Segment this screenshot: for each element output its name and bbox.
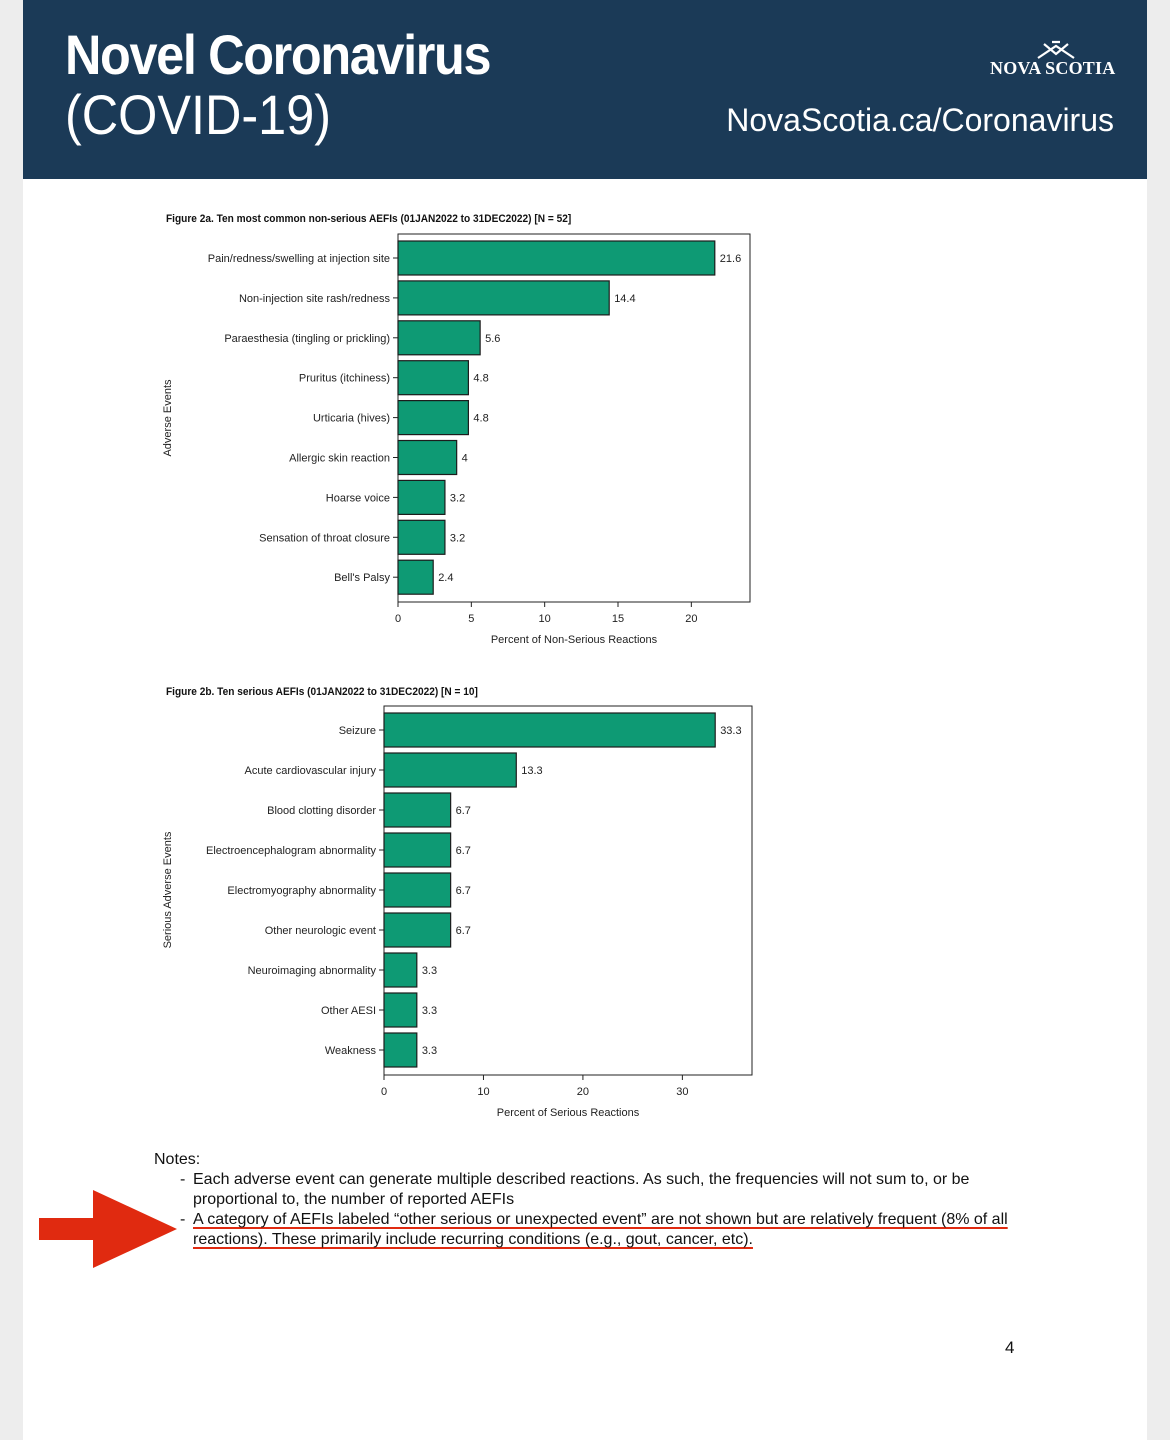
logo-text: NOVA SCOTIA bbox=[990, 58, 1116, 78]
note-text-highlighted: A category of AEFIs labeled “other serious or unexpected event” are not shown but are relatively frequent (8% of all reactions). These primarily include recurring conditions (e.g., gout, cancer, etc). bbox=[193, 1211, 1008, 1248]
note-text: Each adverse event can generate multiple described reactions. As such, the frequencies will not sum to, or be proportional to, the number of reported AEFIs bbox=[193, 1171, 970, 1208]
figure-2b-title: Figure 2b. Ten serious AEFIs (01JAN2022 to 31DEC2022) [N = 10] bbox=[166, 686, 478, 698]
y-axis-label: Adverse Events bbox=[162, 379, 174, 457]
note-item bbox=[154, 1170, 1034, 1210]
page-number: 4 bbox=[1005, 1338, 1015, 1357]
category-label: Allergic skin reaction bbox=[289, 452, 390, 465]
page-subtitle: (COVID-19) bbox=[65, 83, 332, 146]
bar bbox=[384, 753, 516, 787]
document-page bbox=[23, 0, 1147, 1440]
x-tick-label: 30 bbox=[676, 1086, 689, 1098]
x-tick-label: 5 bbox=[468, 613, 475, 625]
bar bbox=[384, 1033, 417, 1067]
category-label: Sensation of throat closure bbox=[259, 532, 390, 545]
notes-heading: Notes: bbox=[154, 1151, 201, 1168]
x-tick-label: 0 bbox=[380, 1086, 388, 1098]
category-label: Pruritus (itchiness) bbox=[298, 372, 390, 385]
category-label: Seizure bbox=[338, 725, 376, 737]
note-dash: - bbox=[180, 1171, 186, 1188]
figure-2a-title: Figure 2a. Ten most common non-serious AEFIs (01JAN2022 to 31DEC2022) [N = 52] bbox=[166, 213, 572, 225]
x-tick-label: 20 bbox=[576, 1086, 590, 1098]
bar bbox=[384, 793, 451, 827]
data-label: 3.3 bbox=[421, 1045, 438, 1057]
x-tick-label: 15 bbox=[611, 613, 625, 625]
category-label: Non-injection site rash/redness bbox=[238, 292, 390, 305]
y-axis-label: Serious Adverse Events bbox=[162, 831, 174, 949]
bar bbox=[384, 993, 417, 1027]
category-label: Weakness bbox=[324, 1045, 376, 1057]
x-axis-label: Percent of Non-Serious Reactions bbox=[490, 634, 658, 646]
data-label: 4.8 bbox=[473, 412, 489, 425]
x-tick-label: 0 bbox=[394, 613, 402, 625]
data-label: 3.3 bbox=[421, 1005, 438, 1017]
category-label: Acute cardiovascular injury bbox=[244, 765, 376, 777]
category-label: Other AESI bbox=[320, 1005, 376, 1017]
red-arrow-icon bbox=[39, 1188, 179, 1270]
data-label: 2.4 bbox=[438, 572, 454, 585]
data-label: 4 bbox=[461, 452, 468, 465]
x-axis-label: Percent of Serious Reactions bbox=[496, 1107, 640, 1119]
data-label: 3.2 bbox=[449, 532, 466, 545]
data-label: 21.6 bbox=[719, 253, 742, 265]
bar bbox=[384, 873, 451, 907]
figure-2b-chart bbox=[23, 0, 1147, 1140]
category-label: Electromyography abnormality bbox=[227, 885, 376, 897]
x-tick-label: 20 bbox=[685, 613, 698, 625]
bar bbox=[384, 833, 451, 867]
data-label: 14.4 bbox=[614, 292, 636, 305]
page-title: Novel Coronavirus bbox=[65, 23, 491, 86]
note-item-highlighted bbox=[154, 1210, 1034, 1250]
category-label: Hoarse voice bbox=[325, 492, 390, 505]
x-tick-label: 10 bbox=[477, 1086, 490, 1098]
category-label: Other neurologic event bbox=[264, 925, 376, 937]
data-label: 6.7 bbox=[455, 805, 471, 817]
category-label: Neuroimaging abnormality bbox=[247, 965, 376, 977]
bar bbox=[384, 913, 451, 947]
data-label: 3.3 bbox=[421, 965, 438, 977]
category-label: Electroencephalogram abnormality bbox=[206, 845, 376, 857]
note-dash: - bbox=[180, 1211, 186, 1228]
bar bbox=[384, 953, 417, 987]
category-label: Urticaria (hives) bbox=[312, 412, 390, 425]
category-label: Blood clotting disorder bbox=[267, 805, 376, 817]
data-label: 4.8 bbox=[473, 372, 489, 385]
site-url[interactable]: NovaScotia.ca/Coronavirus bbox=[726, 102, 1114, 138]
data-label: 13.3 bbox=[521, 765, 543, 777]
bar bbox=[384, 713, 715, 747]
data-label: 3.2 bbox=[449, 492, 466, 505]
data-label: 33.3 bbox=[720, 725, 742, 737]
data-label: 5.6 bbox=[485, 332, 501, 345]
category-label: Pain/redness/swelling at injection site bbox=[207, 253, 390, 265]
x-tick-label: 10 bbox=[538, 613, 551, 625]
notes-section bbox=[154, 1150, 1034, 1250]
category-label: Bell's Palsy bbox=[334, 572, 390, 585]
category-label: Paraesthesia (tingling or prickling) bbox=[224, 332, 390, 345]
data-label: 6.7 bbox=[455, 925, 471, 937]
data-label: 6.7 bbox=[455, 845, 471, 857]
data-label: 6.7 bbox=[455, 885, 471, 897]
